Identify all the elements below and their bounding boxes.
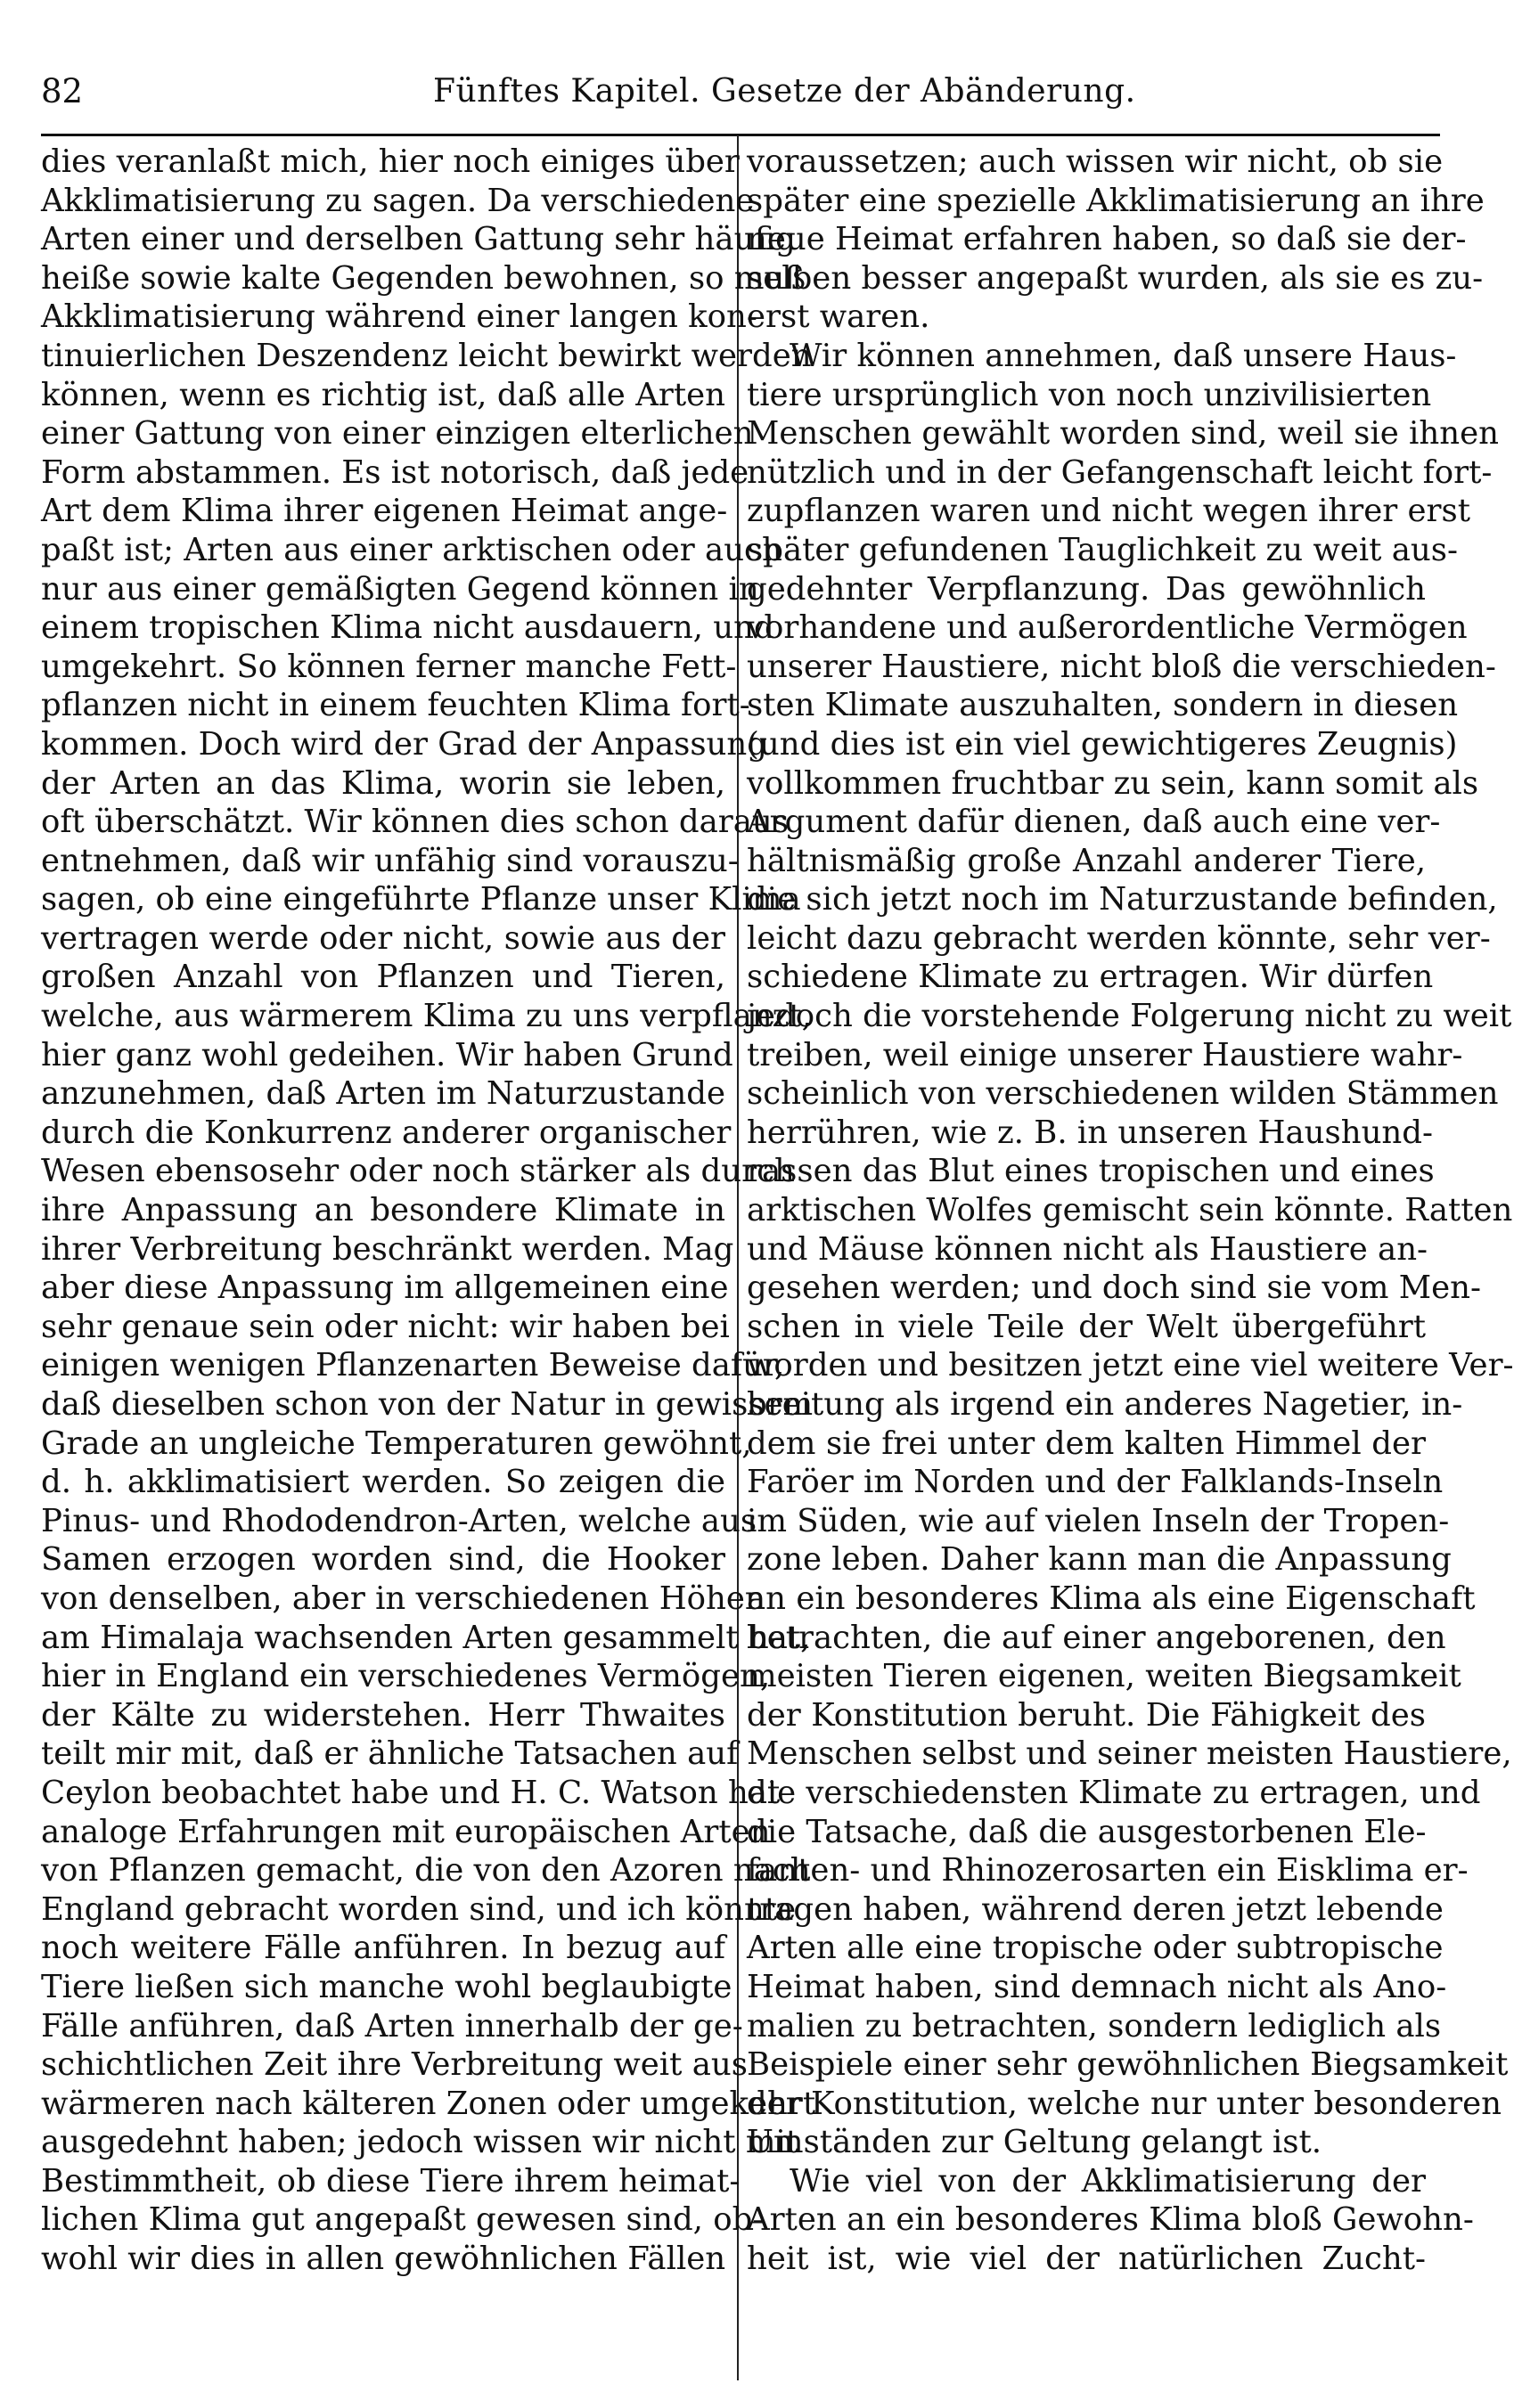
text-line: Pinus- und Rhododendron-Arten, welche aus (41, 1502, 757, 1539)
text-line: kommen. Doch wird der Grad der Anpassung (41, 725, 767, 763)
text-line: heiße sowie kalte Gegenden bewohnen, so muß (41, 259, 806, 297)
text-line: dies veranlaßt mich, hier noch einiges über (41, 143, 740, 180)
text-line: Wie viel von der Akklimatisierung der (790, 2162, 1426, 2200)
text-line: betrachten, die auf einer angeborenen, den (747, 1619, 1446, 1656)
text-line: wohl wir dies in allen gewöhnlichen Fällen (41, 2241, 726, 2278)
text-line: malien zu betrachten, sondern lediglich als (747, 2007, 1442, 2045)
text-line: noch weitere Fälle anführen. In bezug auf (41, 1930, 725, 1967)
text-line: Arten einer und derselben Gattung sehr häufig (41, 221, 796, 258)
text-line: einer Gattung von einer einzigen elterlichen (41, 415, 754, 453)
text-line: Bestimmtheit, ob diese Tiere ihrem heimat- (41, 2162, 741, 2200)
text-line: Faröer im Norden und der Falklands-Inseln (747, 1464, 1444, 1501)
text-line: umgekehrt. So können ferner manche Fett- (41, 648, 737, 685)
text-line: treiben, weil einige unserer Haustiere wahr- (747, 1036, 1463, 1073)
text-line: nur aus einer gemäßigten Gegend können in (41, 570, 759, 608)
text-line: an ein besonderes Klima als eine Eigenschaft (747, 1579, 1476, 1617)
text-line: arktischen Wolfes gemischt sein könnte. Ratten (747, 1192, 1513, 1229)
text-line: sehr genaue sein oder nicht: wir haben bei (41, 1308, 730, 1345)
text-line: entnehmen, daß wir unfähig sind vorauszu- (41, 842, 739, 879)
text-line: wärmeren nach kälteren Zonen oder umgekehrt (41, 2085, 816, 2122)
text-line: am Himalaja wachsenden Arten gesammelt hat, (41, 1619, 811, 1656)
text-line: die sich jetzt noch im Naturzustande befinden, (747, 881, 1498, 918)
text-line: Akklimatisierung zu sagen. Da verschiedene (41, 182, 755, 219)
text-line: breitung als irgend ein anderes Nagetier, in- (747, 1386, 1463, 1423)
text-line: von Pflanzen gemacht, die von den Azoren nach (41, 1852, 811, 1890)
text-line: hier ganz wohl gedeihen. Wir haben Grund (41, 1036, 733, 1073)
text-line: der Kälte zu widerstehen. Herr Thwaites (41, 1696, 725, 1734)
text-line: herrühren, wie z. B. in unseren Haushund- (747, 1114, 1434, 1151)
text-line: unserer Haustiere, nicht bloß die verschieden- (747, 648, 1496, 685)
text-line: Art dem Klima ihrer eigenen Heimat ange- (41, 493, 728, 530)
text-line: leicht dazu gebracht werden könnte, sehr ver- (747, 919, 1491, 957)
text-line: hier in England ein verschiedenes Vermögen, (41, 1658, 771, 1695)
text-line: Akklimatisierung während einer langen kon- (41, 298, 757, 336)
text-line: Menschen selbst und seiner meisten Haustiere, (747, 1735, 1512, 1773)
text-line: können, wenn es richtig ist, daß alle Arten (41, 376, 725, 413)
text-line: Menschen gewählt worden sind, weil sie ihnen (747, 415, 1499, 453)
text-line: Arten an ein besonderes Klima bloß Gewohn- (747, 2201, 1474, 2239)
text-line: erst waren. (747, 298, 930, 336)
header-rule (41, 134, 1440, 136)
text-line: Beispiele einer sehr gewöhnlichen Biegsamkeit (747, 2046, 1509, 2084)
text-line: die verschiedensten Klimate zu ertragen, und (747, 1774, 1481, 1811)
text-line: vorhandene und außerordentliche Vermögen (747, 609, 1468, 647)
text-line: analoge Erfahrungen mit europäischen Arten (41, 1813, 771, 1850)
text-line: der Konstitution, welche nur unter besonderen (747, 2085, 1502, 2122)
text-line: zone leben. Daher kann man die Anpassung (747, 1541, 1452, 1579)
left-column (41, 143, 816, 2279)
text-line: voraussetzen; auch wissen wir nicht, ob sie (747, 143, 1444, 180)
text-line: Wir können annehmen, daß unsere Haus- (790, 337, 1457, 374)
text-line: scheinlich von verschiedenen wilden Stämmen (747, 1075, 1499, 1113)
text-line: schen in viele Teile der Welt übergeführt (747, 1308, 1426, 1345)
text-line: rassen das Blut eines tropischen und eines (747, 1153, 1435, 1190)
right-column (747, 143, 1514, 2279)
chapter-title: Fünftes Kapitel. Gesetze der Abänderung. (433, 73, 1136, 110)
text-line: Heimat haben, sind demnach nicht als Ano- (747, 1968, 1447, 2005)
text-line: heit ist, wie viel der natürlichen Zucht- (747, 2241, 1426, 2278)
text-line: einem tropischen Klima nicht ausdauern, und (41, 609, 774, 647)
text-line: ihrer Verbreitung beschränkt werden. Mag (41, 1230, 734, 1268)
text-line: fanten- und Rhinozerosarten ein Eisklima er- (747, 1852, 1469, 1890)
text-line: ausgedehnt haben; jedoch wissen wir nicht mit (41, 2124, 799, 2161)
text-line: sagen, ob eine eingeführte Pflanze unser Klima (41, 881, 801, 918)
running-head (41, 69, 1431, 123)
text-line: sten Klimate auszuhalten, sondern in diesen (747, 687, 1459, 724)
text-line: gedehnter Verpflanzung. Das gewöhnlich (747, 570, 1426, 608)
text-line: Wesen ebensosehr oder noch stärker als durch (41, 1153, 795, 1190)
page-number: 82 (41, 72, 84, 110)
text-line: teilt mir mit, daß er ähnliche Tatsachen auf (41, 1735, 739, 1773)
text-line: später gefundenen Tauglichkeit zu weit aus- (747, 531, 1458, 568)
text-line: Grade an ungleiche Temperaturen gewöhnt, (41, 1424, 752, 1462)
text-line: später eine spezielle Akklimatisierung an ihre (747, 182, 1485, 219)
text-line: (und dies ist ein viel gewichtigeres Zeugnis) (747, 725, 1458, 763)
text-line: Ceylon beobachtet habe und H. C. Watson hat (41, 1774, 781, 1811)
text-line: von denselben, aber in verschiedenen Höhen (41, 1579, 765, 1617)
text-line: Form abstammen. Es ist notorisch, daß jede (41, 453, 749, 491)
text-line: vertragen werde oder nicht, sowie aus der (41, 919, 725, 957)
text-line: Fälle anführen, daß Arten innerhalb der ge- (41, 2007, 743, 2045)
text-line: durch die Konkurrenz anderer organischer (41, 1114, 732, 1151)
text-line: meisten Tieren eigenen, weiten Biegsamkeit (747, 1658, 1461, 1695)
text-line: vollkommen fruchtbar zu sein, kann somit als (747, 764, 1479, 802)
text-line: und Mäuse können nicht als Haustiere an- (747, 1230, 1428, 1268)
text-line: der Arten an das Klima, worin sie leben, (41, 764, 725, 802)
text-line: welche, aus wärmerem Klima zu uns verpflanzt, (41, 998, 812, 1035)
text-line: hältnismäßig große Anzahl anderer Tiere, (747, 842, 1426, 879)
text-line: daß dieselben schon von der Natur in gewissem (41, 1386, 814, 1423)
text-line: lichen Klima gut angepaßt gewesen sind, ob- (41, 2201, 764, 2239)
text-line: ihre Anpassung an besondere Klimate in (41, 1192, 725, 1229)
text-line: jedoch die vorstehende Folgerung nicht zu weit (747, 998, 1512, 1035)
text-line: paßt ist; Arten aus einer arktischen oder auch (41, 531, 782, 568)
text-line: nützlich und in der Gefangenschaft leicht fort- (747, 453, 1493, 491)
text-line: tragen haben, während deren jetzt lebende (747, 1890, 1444, 1928)
text-line: großen Anzahl von Pflanzen und Tieren, (41, 959, 725, 996)
text-line: pflanzen nicht in einem feuchten Klima fort- (41, 687, 750, 724)
text-line: tiere ursprünglich von noch unzivilisierten (747, 376, 1432, 413)
text-line: England gebracht worden sind, und ich könnte (41, 1890, 797, 1928)
text-line: selben besser angepaßt wurden, als sie es zu- (747, 259, 1484, 297)
text-line: aber diese Anpassung im allgemeinen eine (41, 1269, 729, 1307)
text-line: tinuierlichen Deszendenz leicht bewirkt werden (41, 337, 812, 374)
text-line: Tiere ließen sich manche wohl beglaubigte (41, 1968, 732, 2005)
text-line: einigen wenigen Pflanzenarten Beweise dafür, (41, 1347, 785, 1384)
text-line: Arten alle eine tropische oder subtropische (747, 1930, 1444, 1967)
text-line: schichtlichen Zeit ihre Verbreitung weit aus (41, 2046, 748, 2084)
text-line: Samen erzogen worden sind, die Hooker (41, 1541, 725, 1579)
text-line: worden und besitzen jetzt eine viel weitere Ver- (747, 1347, 1514, 1384)
text-line: die Tatsache, daß die ausgestorbenen Ele- (747, 1813, 1427, 1850)
text-line: Umständen zur Geltung gelangt ist. (747, 2124, 1322, 2161)
text-line: anzunehmen, daß Arten im Naturzustande (41, 1075, 725, 1113)
text-line: gesehen werden; und doch sind sie vom Men- (747, 1269, 1481, 1307)
text-line: schiedene Klimate zu ertragen. Wir dürfen (747, 959, 1434, 996)
text-line: neue Heimat erfahren haben, so daß sie der- (747, 221, 1467, 258)
text-line: oft überschätzt. Wir können dies schon daraus (41, 804, 789, 841)
text-line: Argument dafür dienen, daß auch eine ver- (747, 804, 1441, 841)
text-line: zupflanzen waren und nicht wegen ihrer erst (747, 493, 1470, 530)
text-line: im Süden, wie auf vielen Inseln der Tropen- (747, 1502, 1450, 1539)
text-line: dem sie frei unter dem kalten Himmel der (747, 1424, 1426, 1462)
text-line: d. h. akklimatisiert werden. So zeigen die (41, 1464, 725, 1501)
text-line: der Konstitution beruht. Die Fähigkeit des (747, 1696, 1426, 1734)
